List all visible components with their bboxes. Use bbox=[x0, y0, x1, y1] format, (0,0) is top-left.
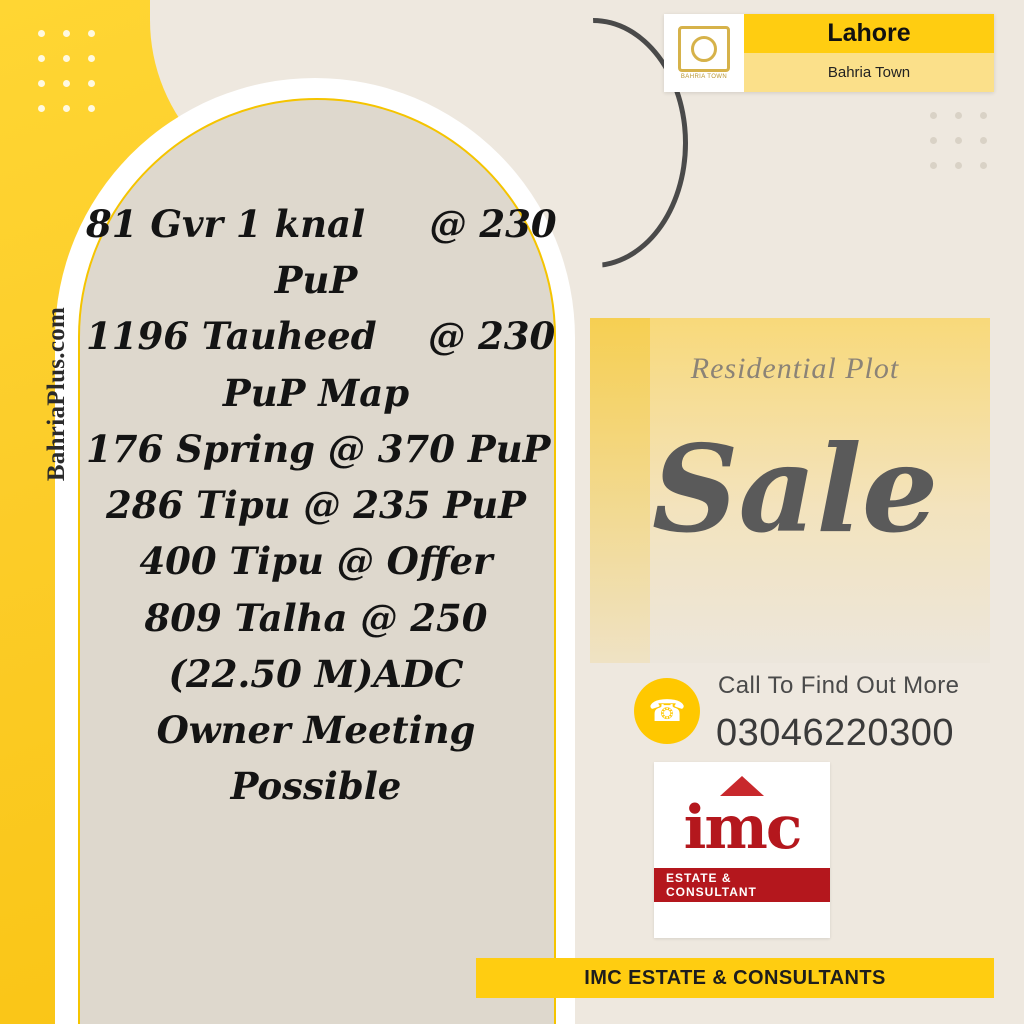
imc-logo-text: imc bbox=[683, 793, 801, 863]
imc-logo-mark bbox=[683, 793, 801, 863]
listing-line: 286 Tipu @ 235 PuP bbox=[106, 483, 526, 528]
listing-line: Owner Meeting bbox=[156, 708, 476, 753]
property-category: Residential Plot bbox=[690, 352, 900, 385]
phone-icon: ☎ bbox=[634, 678, 700, 744]
dot-grid-top-right bbox=[930, 112, 987, 169]
house-icon bbox=[720, 776, 764, 796]
bahria-town-logo bbox=[664, 14, 744, 92]
listing-line: (22.50 M)ADC bbox=[168, 651, 464, 696]
bahria-emblem-label: BAHRIA TOWN bbox=[680, 74, 728, 80]
listing-line: 809 Talha @ 250 bbox=[144, 595, 488, 640]
footer-company-name: IMC ESTATE & CONSULTANTS bbox=[476, 958, 994, 998]
listing-line: 176 Spring @ 370 PuP bbox=[86, 426, 551, 471]
listing-line: Possible bbox=[230, 764, 402, 809]
imc-logo-subtitle: ESTATE & CONSULTANT bbox=[654, 868, 830, 902]
location-badge bbox=[664, 14, 994, 92]
listing-line: PuP bbox=[274, 258, 358, 303]
site-watermark: BahriaPlus.com bbox=[43, 306, 70, 482]
phone-number[interactable]: 03046220300 bbox=[716, 712, 954, 754]
imc-logo bbox=[654, 762, 830, 938]
location-society: Bahria Town bbox=[744, 53, 994, 92]
listing-line: 81 Gvr 1 knal @ 230 bbox=[86, 202, 557, 246]
listing-line: PuP Map bbox=[222, 370, 410, 415]
sale-headline: Sale bbox=[651, 419, 939, 560]
location-text-group bbox=[744, 14, 994, 92]
dot-grid-top-left bbox=[38, 30, 95, 112]
location-city: Lahore bbox=[744, 14, 994, 53]
listing-line: 400 Tipu @ Offer bbox=[139, 539, 493, 584]
bahria-emblem-icon bbox=[678, 26, 730, 72]
listing-details bbox=[86, 196, 557, 815]
listing-line: 1196 Tauheed @ 230 bbox=[86, 314, 556, 359]
call-cta-text: Call To Find Out More bbox=[718, 672, 960, 699]
